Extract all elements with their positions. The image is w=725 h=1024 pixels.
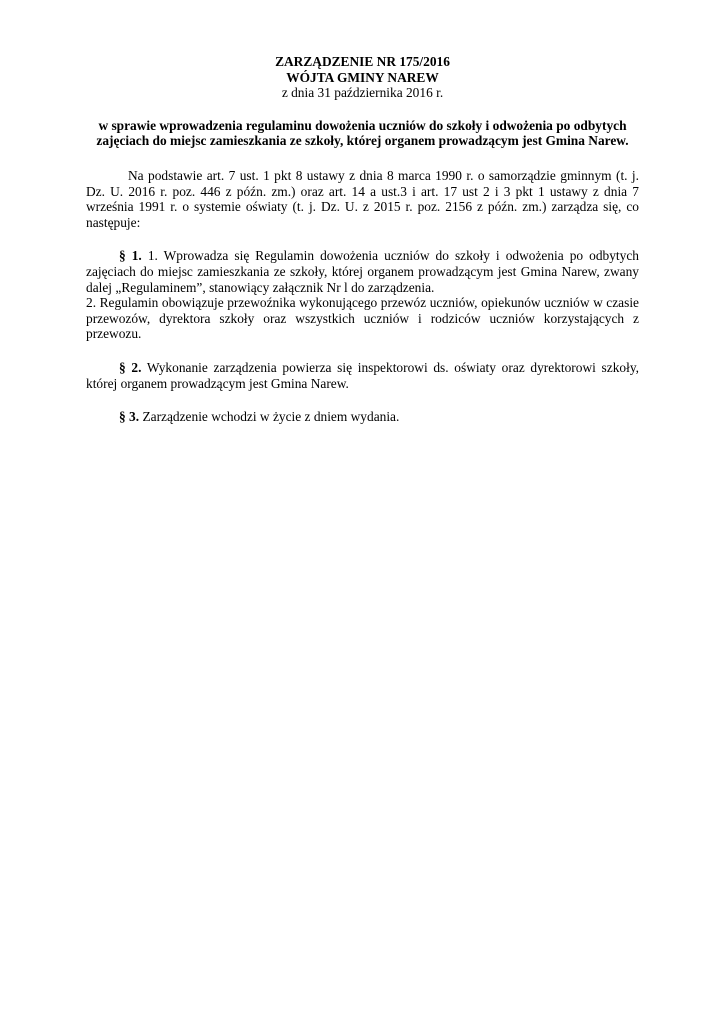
section-1-text-1: 1. Wprowadza się Regulamin dowożenia uczniów do szkoły i odwożenia po odbytych zajęciach do miejsc zamieszkania ze szkoły, której organem prowadzącym jest Gmina Narew, zwany dalej „Regulaminem”, stanowiący załącznik Nr l do zarządzenia.: [86, 248, 639, 295]
section-3-mark: § 3.: [119, 409, 140, 425]
section-3-text: Zarządzenie wchodzi w życie z dniem wydania.: [142, 409, 400, 425]
section-1: [86, 248, 639, 342]
document-title: ZARZĄDZENIE NR 175/2016: [275, 54, 450, 69]
document-body: [86, 54, 639, 425]
section-1-paragraph-1: [86, 248, 639, 295]
legal-basis: Na podstawie art. 7 ust. 1 pkt 8 ustawy z dnia 8 marca 1990 r. o samorządzie gminnym (t. j. Dz. U. 2016 r. poz. 446 z późn. zm.) oraz art. 14 a ust.3 i art. 17 ust 2 i 3 pkt 1 ustawy z dnia 7 września 1991 r. o systemie oświaty (t. j. Dz. U. z 2015 r. poz. 2156 z późn. zm.) zarządza się, co następuje:: [86, 167, 639, 230]
section-1-paragraph-2: 2. Regulamin obowiązuje przewoźnika wykonującego przewóz uczniów, opiekunów uczniów w czasie przewozów, dyrektora szkoły oraz wszystkich uczniów i rodziców uczniów korzystających z przewozu.: [86, 295, 639, 342]
section-2-paragraph: [86, 360, 639, 391]
section-3-paragraph: [86, 409, 639, 425]
document-issuer: WÓJTA GMINY NAREW: [286, 69, 439, 85]
section-2-text: Wykonanie zarządzenia powierza się inspektorowi ds. oświaty oraz dyrektorowi szkoły, której organem prowadzącym jest Gmina Narew.: [86, 359, 639, 391]
document-subject: w sprawie wprowadzenia regulaminu dowożenia uczniów do szkoły i odwożenia po odbytych zajęciach do miejsc zamieszkania ze szkoły, której organem prowadzącym jest Gmina Narew.: [96, 117, 629, 149]
section-2-mark: § 2.: [119, 359, 142, 375]
section-1-mark: § 1.: [119, 248, 142, 264]
document-date: z dnia 31 października 2016 r.: [281, 85, 444, 101]
section-3: [86, 409, 639, 425]
document-header: [86, 54, 639, 101]
section-2: [86, 360, 639, 391]
